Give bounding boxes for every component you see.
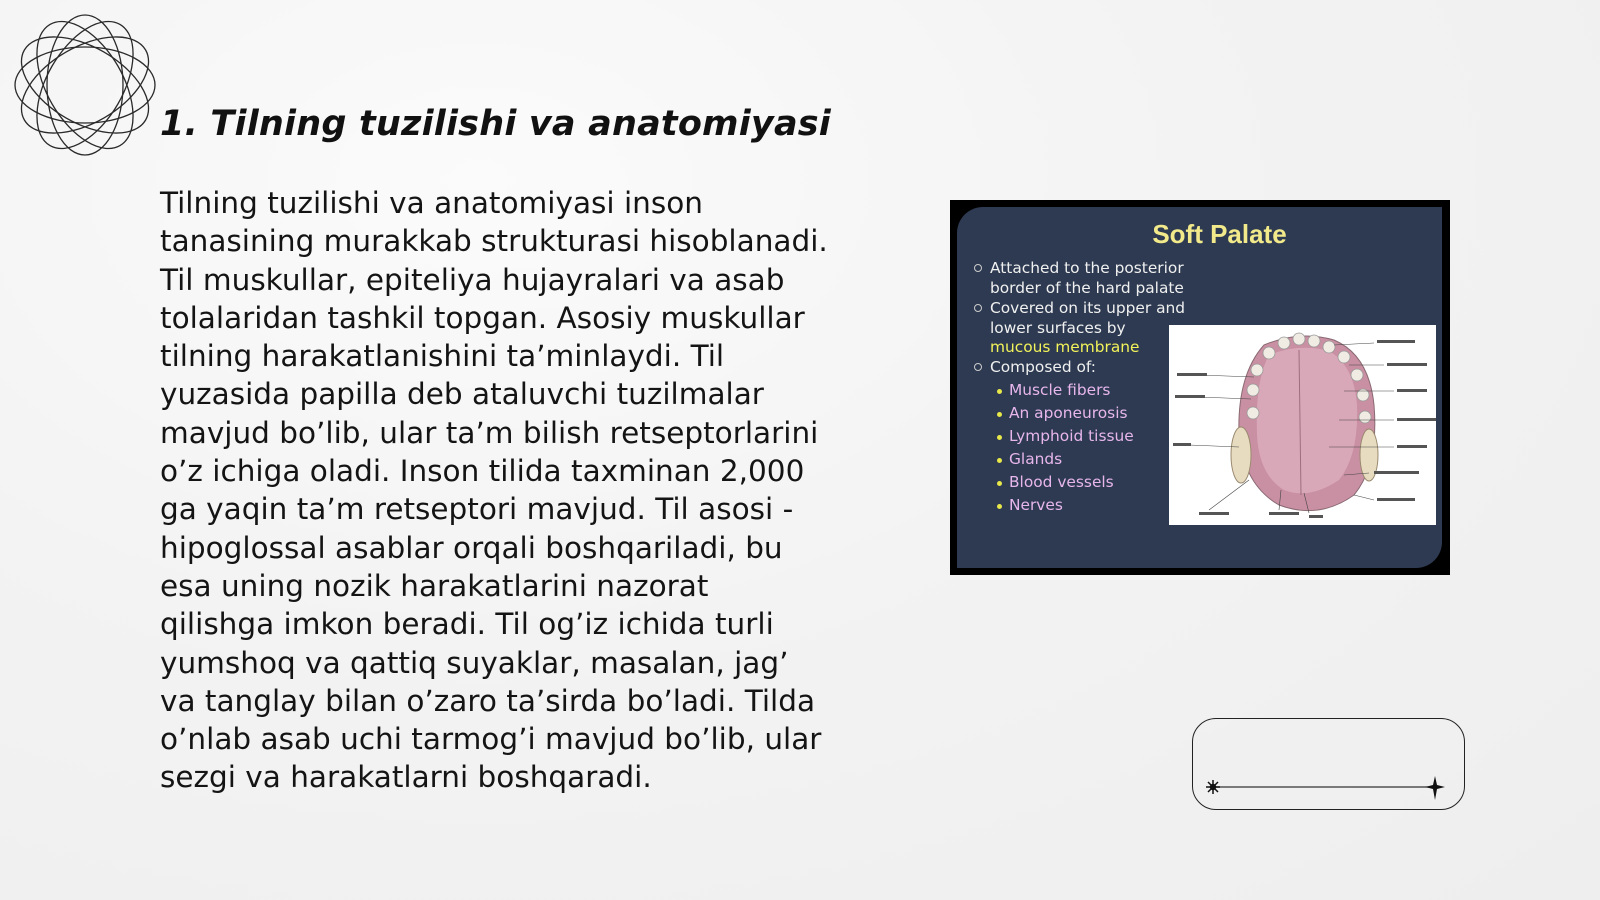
- dot-icon: [997, 481, 1002, 486]
- bullet-text: Composed of:: [990, 358, 1096, 376]
- component-item: [1009, 381, 1110, 400]
- bullet-text: Attached to the posterior: [990, 259, 1184, 277]
- bullet-icon: [974, 363, 982, 371]
- dot-icon: [997, 458, 1002, 463]
- soft-palate-slide: [957, 207, 1442, 568]
- bullet-attached: [990, 259, 1184, 298]
- slide-body-text: Tilning tuzilishi va anatomiyasi inson tanasining murakkab strukturasi hisoblanadi. Til muskullar, epiteliya hujayralari va asab tolalaridan tashkil topgan. Asosiy muskullar tilning harakatlanishini ta’minlaydi. Til yuzasida papilla deb ataluvchi tuzilmalar mavjud bo’lib, ular ta’m bilish retseptorlarini o’z ichiga oladi. Inson tilida taxminan 2,000 ga yaqin ta’m retseptori mavjud. Til asosi - hipoglossal asablar orqali boshqariladi, bu esa uning nozik harakatlarini nazorat qilishga imkon beradi. Til og’iz ichida turli yumshoq va qattiq suyaklar, masalan, jag’ va tanglay bilan o’zaro ta’sirda bo’ladi. Tilda o’nlab asab uchi tarmog’i mavjud bo’lib, ular sezgi va harakatlarni boshqaradi.: [160, 186, 828, 795]
- component-label: Nerves: [1009, 496, 1063, 514]
- component-label: An aponeurosis: [1009, 404, 1128, 422]
- dot-icon: [997, 504, 1002, 509]
- component-item: [1009, 450, 1062, 469]
- bullet-covered: [990, 299, 1185, 358]
- component-label: Glands: [1009, 450, 1063, 468]
- soft-palate-title: Soft Palate: [1152, 219, 1287, 249]
- slide-title: 1. Tilning tuzilishi va anatomiyasi: [160, 104, 831, 144]
- bullet-text: Covered on its upper and: [990, 299, 1186, 317]
- dot-icon: [997, 435, 1002, 440]
- starburst-icon: [1206, 780, 1220, 794]
- decorative-rings-icon: [10, 10, 160, 160]
- component-item: [1009, 427, 1134, 446]
- palate-anatomy-illustration: [1169, 325, 1436, 525]
- bullet-composed: [990, 358, 1096, 378]
- bullet-text: border of the hard palate: [990, 278, 1184, 297]
- bullet-icon: [974, 264, 982, 272]
- dot-icon: [997, 412, 1002, 417]
- component-item: [1009, 473, 1114, 492]
- decorative-timeline-box: [1192, 718, 1465, 810]
- highlight-text: mucous membrane: [990, 338, 1140, 356]
- component-label: Muscle fibers: [1009, 381, 1111, 399]
- component-item: [1009, 496, 1063, 515]
- component-label: Blood vessels: [1009, 473, 1114, 491]
- dot-icon: [997, 389, 1002, 394]
- timeline-line: [1191, 717, 1464, 809]
- soft-palate-image: [950, 200, 1450, 575]
- bullet-icon: [974, 304, 982, 312]
- sparkle-icon: [1425, 776, 1445, 800]
- component-label: Lymphoid tissue: [1009, 427, 1134, 445]
- component-item: [1009, 404, 1128, 423]
- bullet-text: lower surfaces by: [990, 318, 1126, 337]
